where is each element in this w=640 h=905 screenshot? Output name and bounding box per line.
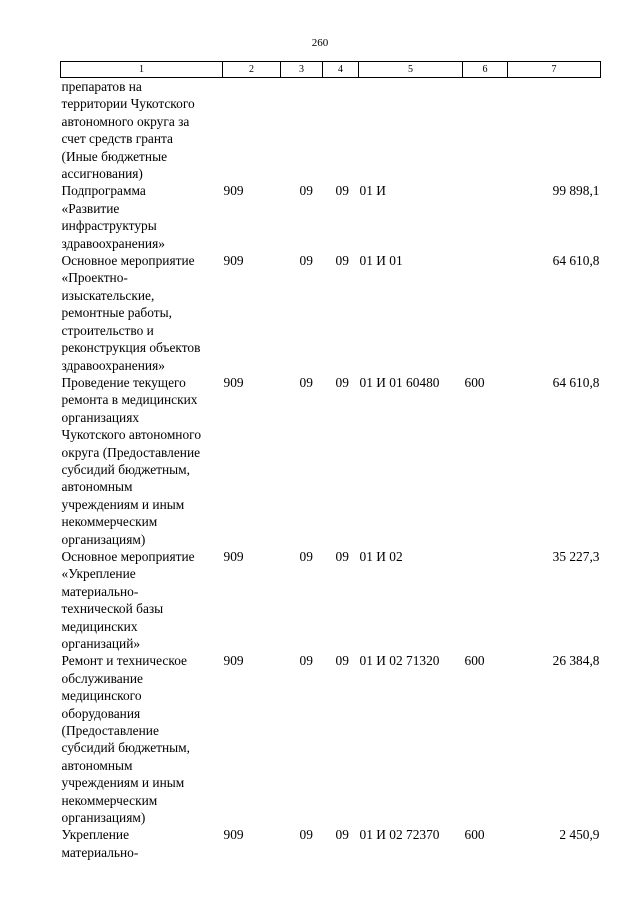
row-section-cell: 09 xyxy=(299,183,313,199)
row-amount-cell xyxy=(508,78,601,183)
row-name-cell: Основное мероприятие «Укрепление материально- технической базы медицинских организаций» xyxy=(61,548,195,651)
row-name-cell: Основное мероприятие «Проектно- изыскательские, ремонтные работы, строительство и реконструкция объектов здравоохранения» xyxy=(61,253,201,373)
column-header-5: 5 xyxy=(359,62,463,78)
row-target-cell: 01 И 02 72370 xyxy=(359,827,440,843)
table-row xyxy=(61,548,601,652)
row-ministry-cell: 909 xyxy=(223,253,244,269)
row-target-cell: 01 И 02 71320 xyxy=(359,653,440,669)
row-amount-cell: 99 898,1 xyxy=(552,183,600,199)
column-header-6: 6 xyxy=(463,62,508,78)
row-section-cell: 09 xyxy=(299,374,313,390)
row-type-cell xyxy=(463,548,508,652)
table-body xyxy=(61,78,601,862)
row-name-cell: Подпрограмма «Развитие инфраструктуры здравоохранения» xyxy=(61,183,165,251)
row-amount-cell: 64 610,8 xyxy=(552,374,600,390)
row-subsection-cell: 09 xyxy=(335,653,349,669)
table-row xyxy=(61,252,601,374)
row-name-cell: препаратов на территории Чукотского автономного округа за счет средств гранта (Иные бюджетные ассигнования) xyxy=(61,79,195,182)
row-ministry-cell: 909 xyxy=(223,827,244,843)
row-ministry-cell: 909 xyxy=(223,653,244,669)
row-section-cell xyxy=(281,78,323,183)
table-row xyxy=(61,182,601,252)
row-section-cell: 09 xyxy=(299,253,313,269)
row-type-cell xyxy=(463,252,508,374)
column-header-7: 7 xyxy=(508,62,601,78)
row-name-cell: Ремонт и техническое обслуживание медицинского оборудования (Предоставление субсидий бюджетным, автономным учреждениям и иным некоммерческим организациям) xyxy=(61,653,191,826)
table-row xyxy=(61,652,601,826)
column-header-3: 3 xyxy=(281,62,323,78)
row-subsection-cell: 09 xyxy=(335,183,349,199)
budget-table xyxy=(60,61,601,861)
row-target-cell: 01 И 01 xyxy=(359,253,403,269)
row-ministry-cell: 909 xyxy=(223,183,244,199)
table-row xyxy=(61,374,601,548)
column-header-2: 2 xyxy=(223,62,281,78)
row-target-cell xyxy=(359,78,463,183)
row-amount-cell: 64 610,8 xyxy=(552,253,600,269)
row-amount-cell: 35 227,3 xyxy=(552,548,600,564)
row-type-cell: 600 xyxy=(464,827,485,843)
row-amount-cell: 26 384,8 xyxy=(552,653,600,669)
row-subsection-cell: 09 xyxy=(335,253,349,269)
row-target-cell: 01 И 02 xyxy=(359,548,403,564)
row-amount-cell: 2 450,9 xyxy=(559,827,600,843)
row-type-cell xyxy=(463,182,508,252)
row-target-cell: 01 И 01 60480 xyxy=(359,374,440,390)
row-subsection-cell: 09 xyxy=(335,374,349,390)
table-row xyxy=(61,78,601,183)
row-ministry-cell: 909 xyxy=(223,374,244,390)
row-section-cell: 09 xyxy=(299,548,313,564)
row-ministry-cell xyxy=(223,78,281,183)
header-row xyxy=(61,62,601,78)
row-subsection-cell xyxy=(323,78,359,183)
row-section-cell: 09 xyxy=(299,827,313,843)
page-number: 260 xyxy=(311,37,329,49)
column-header-1: 1 xyxy=(61,62,223,78)
table-header xyxy=(61,62,601,78)
row-type-cell: 600 xyxy=(464,374,485,390)
row-type-cell xyxy=(463,78,508,183)
row-type-cell: 600 xyxy=(464,653,485,669)
row-target-cell: 01 И xyxy=(359,183,386,199)
row-name-cell: Укрепление материально- xyxy=(61,827,139,860)
row-ministry-cell: 909 xyxy=(223,548,244,564)
table-row xyxy=(61,826,601,861)
row-section-cell: 09 xyxy=(299,653,313,669)
row-name-cell: Проведение текущего ремонта в медицинских организациях Чукотского автономного округа (Предоставление субсидий бюджетным, автономным учреждениям и иным некоммерческим организациям) xyxy=(61,374,202,547)
row-subsection-cell: 09 xyxy=(335,827,349,843)
column-header-4: 4 xyxy=(323,62,359,78)
row-subsection-cell: 09 xyxy=(335,548,349,564)
